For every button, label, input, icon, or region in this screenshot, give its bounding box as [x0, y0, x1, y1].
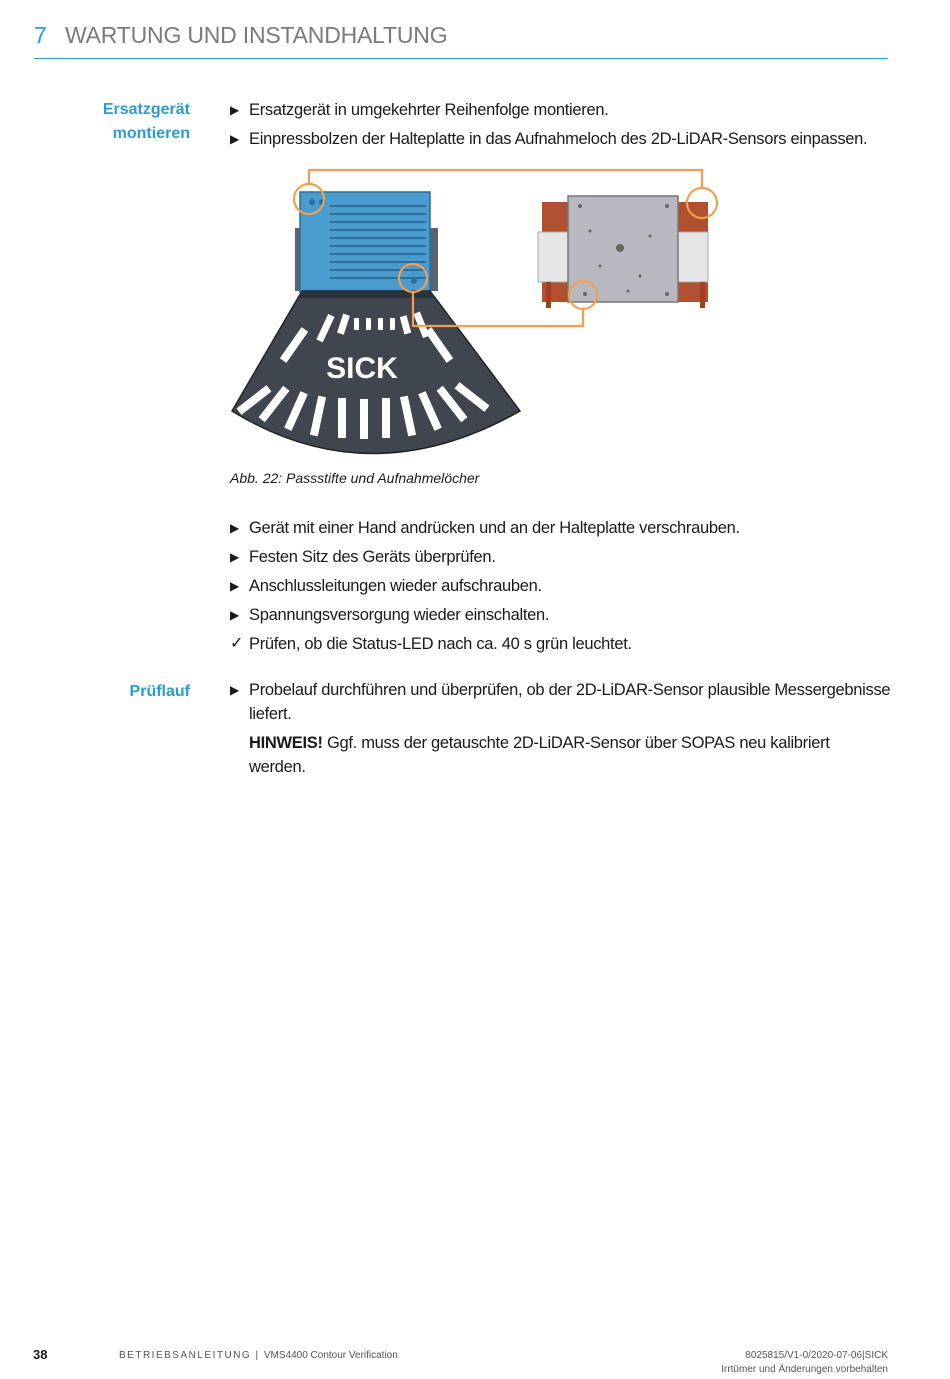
install-steps [230, 98, 900, 156]
arrow-bullet-icon: ▶ [230, 521, 239, 535]
footer-doc-info: BETRIEBSANLEITUNG | VMS4400 Contour Verification [119, 1350, 398, 1361]
note-label: HINWEIS! [249, 734, 323, 752]
side-label-install: Ersatzgerät montieren [102, 101, 190, 142]
step-item: ▶ Probelauf durchführen und überprüfen, ob der 2D-LiDAR-Sensor plausible Messergebnisse liefert. [230, 678, 900, 726]
test-steps [230, 678, 900, 731]
note-hinweis [249, 731, 889, 779]
step-item: ▶ Ersatzgerät in umgekehrter Reihenfolge montieren. [230, 98, 900, 122]
page-number: 38 [33, 1347, 48, 1362]
arrow-bullet-icon: ▶ [230, 550, 239, 564]
footer-disclaimer: Irrtümer und Änderungen vorbehalten [721, 1364, 888, 1375]
note-text: Ggf. muss der getauschte 2D-LiDAR-Sensor über SOPAS neu kalibriert werden. [249, 734, 830, 776]
sensor-logo: SICK [326, 352, 398, 385]
figure-caption: Abb. 22: Passstifte und Aufnahmelöcher [230, 470, 480, 486]
arrow-bullet-icon: ▶ [230, 103, 239, 117]
mounting-steps [230, 516, 900, 661]
result-item: ✓ Prüfen, ob die Status-LED nach ca. 40 s grün leuchtet. [230, 632, 900, 656]
arrow-bullet-icon: ▶ [230, 579, 239, 593]
step-item: ▶ Anschlussleitungen wieder aufschrauben. [230, 574, 900, 598]
chapter-header [34, 22, 888, 59]
arrow-bullet-icon: ▶ [230, 608, 239, 622]
arrow-bullet-icon: ▶ [230, 132, 239, 146]
step-item: ▶ Gerät mit einer Hand andrücken und an der Halteplatte verschrauben. [230, 516, 900, 540]
footer-doc-id: 8025815/V1-0/2020-07-06|SICK [745, 1350, 888, 1361]
figure-dowel-pins [230, 166, 730, 461]
step-item: ▶ Festen Sitz des Geräts überprüfen. [230, 545, 900, 569]
sensor-illustration [232, 192, 520, 454]
footer-right [721, 1349, 888, 1377]
checkmark-icon: ✓ [230, 635, 244, 652]
mounting-plate-illustration [538, 196, 708, 308]
chapter-number: 7 [34, 22, 47, 48]
chapter-title: WARTUNG UND INSTANDHALTUNG [65, 22, 448, 48]
side-label-test: Prüflauf [129, 683, 190, 700]
step-item: ▶ Einpressbolzen der Halteplatte in das Aufnahmeloch des 2D-LiDAR-Sensors einpassen. [230, 127, 900, 151]
step-item: ▶ Spannungsversorgung wieder einschalten. [230, 603, 900, 627]
arrow-bullet-icon: ▶ [230, 683, 239, 697]
